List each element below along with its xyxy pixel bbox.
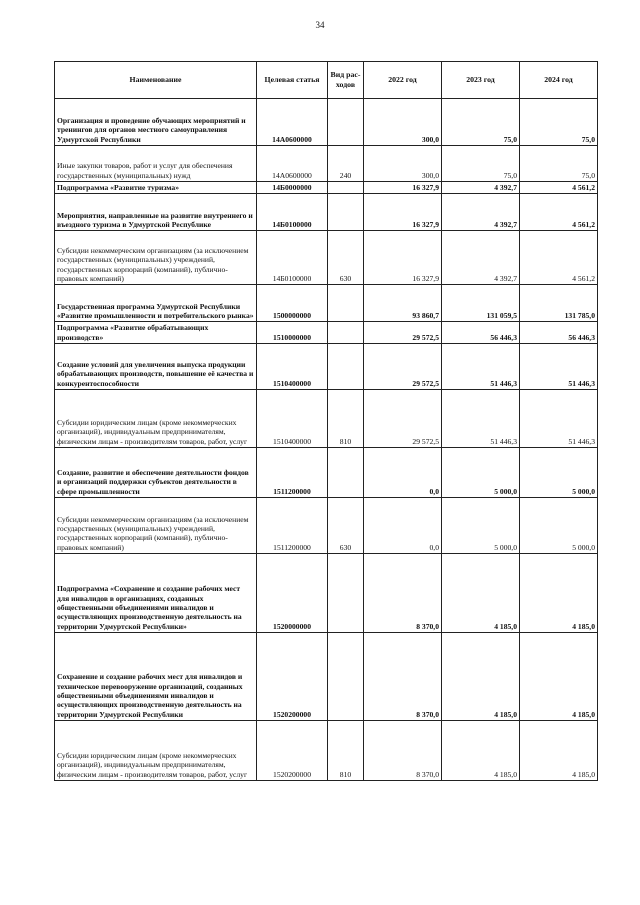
row-value-2022: 16 327,9 <box>364 194 442 231</box>
table-row <box>55 99 598 146</box>
row-value-2022: 8 370,0 <box>364 633 442 721</box>
header-2022: 2022 год <box>364 62 442 99</box>
row-value-2023: 4 392,7 <box>442 231 520 285</box>
row-value-2024: 131 785,0 <box>520 285 598 322</box>
row-value-2023: 51 446,3 <box>442 344 520 390</box>
row-name: Субсидии юридическим лицам (кроме некоммерческих организаций), индивидуальным предпринимателям, физическим лицам - производителям товаров, работ, услуг <box>55 390 257 448</box>
row-name: Подпрограмма «Развитие обрабатывающих производств» <box>55 322 257 344</box>
row-target-article: 14А0600000 <box>257 99 328 146</box>
row-value-2023: 4 185,0 <box>442 554 520 633</box>
row-target-article: 1520200000 <box>257 633 328 721</box>
row-value-2022: 16 327,9 <box>364 231 442 285</box>
row-target-article: 1510400000 <box>257 390 328 448</box>
row-name: Подпрограмма «Сохранение и создание рабочих мест для инвалидов в организациях, созданных общественными объединениями инвалидов и осуществляющих производственную деятельность на территории Удмуртской Республики» <box>55 554 257 633</box>
row-target-article: 1511200000 <box>257 498 328 554</box>
row-expense-type: 630 <box>328 498 364 554</box>
row-expense-type <box>328 344 364 390</box>
table-row <box>55 390 598 448</box>
row-expense-type <box>328 554 364 633</box>
table-row <box>55 285 598 322</box>
row-value-2022: 0,0 <box>364 448 442 498</box>
header-2024: 2024 год <box>520 62 598 99</box>
row-value-2023: 131 059,5 <box>442 285 520 322</box>
row-expense-type <box>328 448 364 498</box>
table-row <box>55 344 598 390</box>
row-value-2024: 4 561,2 <box>520 194 598 231</box>
row-value-2022: 300,0 <box>364 146 442 182</box>
table-row <box>55 146 598 182</box>
row-expense-type: 630 <box>328 231 364 285</box>
row-target-article: 1510000000 <box>257 322 328 344</box>
row-value-2024: 51 446,3 <box>520 390 598 448</box>
row-target-article: 1520200000 <box>257 721 328 781</box>
table-row <box>55 231 598 285</box>
row-value-2022: 93 860,7 <box>364 285 442 322</box>
row-name: Подпрограмма «Развитие туризма» <box>55 182 257 194</box>
row-value-2022: 8 370,0 <box>364 721 442 781</box>
row-value-2022: 0,0 <box>364 498 442 554</box>
row-value-2023: 75,0 <box>442 146 520 182</box>
row-target-article: 14Б0100000 <box>257 231 328 285</box>
row-value-2023: 4 185,0 <box>442 721 520 781</box>
header-2023: 2023 год <box>442 62 520 99</box>
row-name: Создание условий для увеличения выпуска продукции обрабатывающих производств, повышение её качества и конкурентоспособности <box>55 344 257 390</box>
row-value-2024: 51 446,3 <box>520 344 598 390</box>
row-value-2023: 4 392,7 <box>442 182 520 194</box>
row-value-2023: 51 446,3 <box>442 390 520 448</box>
row-value-2022: 29 572,5 <box>364 344 442 390</box>
row-target-article: 1500000000 <box>257 285 328 322</box>
row-value-2023: 75,0 <box>442 99 520 146</box>
row-value-2024: 56 446,3 <box>520 322 598 344</box>
row-expense-type: 810 <box>328 721 364 781</box>
row-value-2023: 5 000,0 <box>442 498 520 554</box>
table-row <box>55 448 598 498</box>
table-row <box>55 633 598 721</box>
row-value-2022: 29 572,5 <box>364 390 442 448</box>
row-value-2024: 4 561,2 <box>520 182 598 194</box>
row-name: Субсидии некоммерческим организациям (за исключением государственных (муниципальных) учреждений, государственных корпораций (компаний), публично-правовых компаний) <box>55 231 257 285</box>
table-row <box>55 721 598 781</box>
row-expense-type <box>328 285 364 322</box>
row-expense-type <box>328 633 364 721</box>
row-expense-type <box>328 99 364 146</box>
row-target-article: 1510400000 <box>257 344 328 390</box>
row-value-2022: 29 572,5 <box>364 322 442 344</box>
row-value-2024: 4 561,2 <box>520 231 598 285</box>
row-expense-type: 810 <box>328 390 364 448</box>
row-target-article: 14А0600000 <box>257 146 328 182</box>
row-name: Сохранение и создание рабочих мест для инвалидов и техническое перевооружение организаций, созданных общественными объединениями инвалидов и осуществляющих производственную деятельность на территории Удмуртской Республики <box>55 633 257 721</box>
row-value-2024: 4 185,0 <box>520 721 598 781</box>
row-value-2023: 5 000,0 <box>442 448 520 498</box>
row-expense-type <box>328 194 364 231</box>
row-value-2024: 75,0 <box>520 99 598 146</box>
row-value-2024: 5 000,0 <box>520 498 598 554</box>
row-name: Государственная программа Удмуртской Республики «Развитие промышленности и потребительского рынка» <box>55 285 257 322</box>
header-target-article: Целевая статья <box>257 62 328 99</box>
row-name: Субсидии некоммерческим организациям (за исключением государственных (муниципальных) учреждений, государственных корпораций (компаний), публично-правовых компаний) <box>55 498 257 554</box>
row-name: Мероприятия, направленные на развитие внутреннего и въездного туризма в Удмуртской Республике <box>55 194 257 231</box>
row-name: Организация и проведение обучающих мероприятий и тренингов для органов местного самоуправления Удмуртской Республики <box>55 99 257 146</box>
row-value-2023: 56 446,3 <box>442 322 520 344</box>
row-target-article: 14Б0000000 <box>257 182 328 194</box>
row-value-2023: 4 392,7 <box>442 194 520 231</box>
row-target-article: 1520000000 <box>257 554 328 633</box>
table-row <box>55 322 598 344</box>
row-value-2024: 4 185,0 <box>520 633 598 721</box>
row-value-2022: 8 370,0 <box>364 554 442 633</box>
table-row <box>55 194 598 231</box>
table-row <box>55 554 598 633</box>
row-name: Иные закупки товаров, работ и услуг для обеспечения государственных (муниципальных) нужд <box>55 146 257 182</box>
row-target-article: 1511200000 <box>257 448 328 498</box>
table-row <box>55 182 598 194</box>
row-value-2022: 300,0 <box>364 99 442 146</box>
row-value-2023: 4 185,0 <box>442 633 520 721</box>
row-value-2022: 16 327,9 <box>364 182 442 194</box>
row-value-2024: 5 000,0 <box>520 448 598 498</box>
row-value-2024: 4 185,0 <box>520 554 598 633</box>
row-name: Субсидии юридическим лицам (кроме некоммерческих организаций), индивидуальным предпринимателям, физическим лицам - производителям товаров, работ, услуг <box>55 721 257 781</box>
budget-table <box>54 61 598 781</box>
row-value-2024: 75,0 <box>520 146 598 182</box>
table-body <box>55 99 598 781</box>
row-name: Создание, развитие и обеспечение деятельности фондов и организаций поддержки субъектов деятельности в сфере промышленности <box>55 448 257 498</box>
header-expense-type: Вид рас-ходов <box>328 62 364 99</box>
table-header-row <box>55 62 598 99</box>
row-expense-type: 240 <box>328 146 364 182</box>
row-target-article: 14Б0100000 <box>257 194 328 231</box>
row-expense-type <box>328 182 364 194</box>
table-row <box>55 498 598 554</box>
header-name: Наименование <box>55 62 257 99</box>
row-expense-type <box>328 322 364 344</box>
page-number: 34 <box>315 20 325 30</box>
